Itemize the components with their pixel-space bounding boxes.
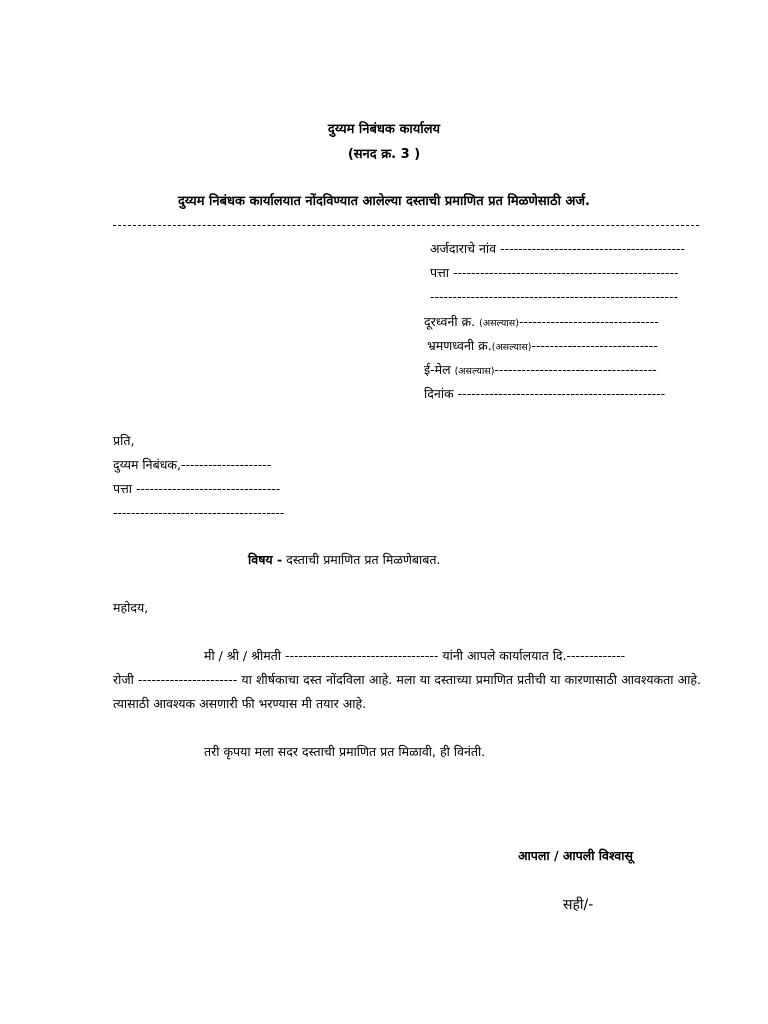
applicant-address-blank-2: ------------------------------------------------------- [430, 289, 679, 304]
sanad-number: (सनद क्र. 3 ) [347, 147, 421, 162]
applicant-mobile-blank: ---------------------------- [531, 338, 658, 353]
applicant-date-row [424, 388, 665, 401]
subject-label: विषय - [248, 552, 283, 567]
applicant-email-row [424, 364, 657, 377]
closing-faithfully: आपला / आपली विश्वासू [518, 848, 633, 863]
recipient-registrar-blank: -------------------- [181, 457, 272, 472]
paragraph-1-first-line: मी / श्री / श्रीमती ---------------------------------- यांनी आपले कार्यालयात दि.------------- [204, 648, 626, 663]
recipient-address-label: पत्ता [113, 481, 132, 496]
applicant-email-label: ई-मेल [424, 362, 451, 377]
recipient-registrar-label: दुय्यम निबंधक, [113, 457, 182, 472]
office-heading: दुय्यम निबंधक कार्यालय [327, 122, 441, 137]
applicant-address-blank: -------------------------------------------------- [452, 265, 679, 280]
application-title: दुय्यम निबंधक कार्यालयात नोंदविण्यात आलेल्या दस्ताची प्रमाणित प्रत मिळणेसाठी अर्ज. [178, 194, 590, 209]
applicant-address-label: पत्ता [430, 265, 449, 280]
applicant-email-note: (असल्यास) [454, 366, 495, 377]
applicant-mobile-row [427, 340, 658, 353]
paragraph-2: तरी कृपया मला सदर दस्ताची प्रमाणित प्रत मिळावी, ही विनंती. [204, 744, 486, 759]
applicant-name-label: अर्जदाराचे नांव [430, 241, 497, 256]
applicant-mobile-label: भ्रमणध्वनी क्र. [427, 338, 492, 353]
recipient-prati: प्रति, [113, 433, 135, 448]
applicant-phone-blank: ------------------------------- [518, 314, 659, 329]
signature-label: सही/- [563, 897, 594, 913]
recipient-address-row [113, 483, 280, 496]
subject-text: दस्ताची प्रमाणित प्रत मिळणेबाबत. [286, 552, 441, 567]
applicant-mobile-note: (असल्यास) [491, 342, 532, 353]
applicant-address-row [430, 267, 679, 280]
applicant-phone-label: दूरध्वनी क्र. [424, 314, 476, 329]
applicant-name-row [430, 243, 685, 256]
subject-line [248, 554, 440, 567]
applicant-date-label: दिनांक [424, 386, 454, 401]
applicant-phone-row [424, 316, 659, 329]
recipient-registrar-row [113, 459, 271, 472]
recipient-address-blank-2: -------------------------------------- [113, 505, 285, 520]
applicant-date-blank: ---------------------------------------------- [457, 386, 666, 401]
salutation: महोदय, [113, 600, 149, 615]
applicant-phone-note: (असल्यास) [479, 318, 519, 329]
separator-line [113, 225, 699, 226]
applicant-name-blank: ----------------------------------------- [500, 241, 686, 256]
paragraph-1-rest: रोजी ---------------------- या शीर्षकाचा दस्त नोंदविला आहे. मला या दस्ताच्या प्रमाणित प्रतीची या कारणासाठी आवश्यकता आहे. त्यासाठी आवश्यक असणारी फी भरण्यास मी तयार आहे. [113, 672, 701, 711]
recipient-address-blank: -------------------------------- [135, 481, 281, 496]
applicant-email-blank: ------------------------------------ [494, 362, 657, 377]
